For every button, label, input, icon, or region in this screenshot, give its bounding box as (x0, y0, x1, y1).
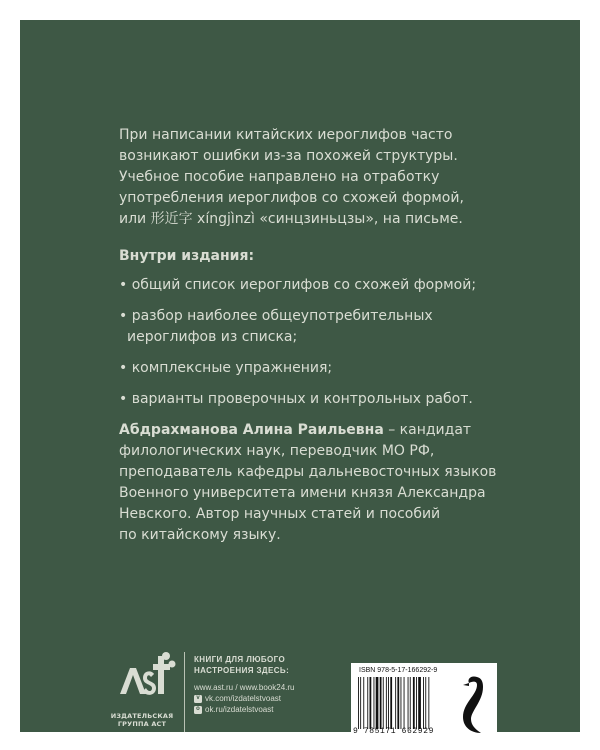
barcode-bar (367, 677, 368, 729)
author-title: – кандидат (383, 422, 472, 438)
intro-line: Учебное пособие направлено на отработку (119, 169, 440, 185)
publisher-heading: КНИГИ ДЛЯ ЛЮБОГО (194, 655, 286, 664)
vk-icon: v (194, 695, 202, 703)
ean-number: 9 785171 662929 (353, 727, 435, 736)
author-line: Невского. Автор научных статей и пособий (119, 506, 441, 522)
list-item-text: • общий список иероглифов со схожей формой; (119, 277, 477, 293)
isbn-text: ISBN 978-5-17-166292-9 (359, 667, 438, 674)
barcode-bar (370, 677, 372, 729)
barcode-bar (360, 677, 361, 729)
intro-line: возникают ошибки из-за похожей структуры. (119, 148, 458, 164)
intro-line: употребления иероглифов со схожей формой, (119, 190, 464, 206)
intro-line: или 形近字 xíngjìnzì «синцзиньцзы», на письме. (119, 211, 463, 227)
logo-caption-line: ГРУППА АСТ (117, 720, 167, 728)
sites-text: www.ast.ru / www.book24.ru (194, 683, 295, 692)
publisher-info (194, 654, 344, 715)
ok-row (194, 704, 344, 715)
barcode-bar (418, 677, 421, 729)
barcode-bar (401, 677, 402, 729)
list-item-text: • разбор наиболее общеупотребительных (119, 308, 433, 324)
author-line: Военного университета имени князя Александра (119, 485, 486, 501)
text-block (119, 125, 499, 546)
barcode-bar (363, 677, 364, 729)
logo-caption (106, 712, 178, 728)
ok-link: ok.ru/izdatelstvoast (205, 705, 274, 714)
list-item (119, 389, 499, 410)
author-line: филологических наук, переводчик МО РФ, (119, 443, 435, 459)
barcode-bar (423, 677, 424, 729)
ast-logo-icon (106, 650, 178, 712)
barcode-bar (380, 677, 382, 729)
book-back-cover (20, 20, 580, 736)
list-item-text: иероглифов из списка; (127, 329, 298, 345)
author-line: преподаватель кафедры дальневосточных языков (119, 464, 497, 480)
barcode-bar (374, 677, 375, 729)
ok-icon: o (194, 706, 202, 714)
barcode-bar (425, 677, 426, 729)
barcode-bar (386, 677, 387, 729)
section-title: Внутри издания: (119, 248, 255, 264)
author-name: Абдрахманова Алина Раильевна (119, 422, 384, 438)
publisher-sites (194, 682, 344, 693)
list-item-text: • комплексные упражнения; (119, 360, 333, 376)
barcode-bar (395, 677, 396, 729)
barcode-bar (416, 677, 417, 729)
swan-logo-icon (457, 673, 491, 737)
barcode-bar (376, 677, 379, 729)
barcode-bar (413, 677, 415, 729)
publisher-heading: НАСТРОЕНИЯ ЗДЕСЬ: (194, 666, 290, 675)
list-item-text: • варианты проверочных и контрольных работ. (119, 391, 473, 407)
logo-caption-line: ИЗДАТЕЛЬСКАЯ (110, 712, 174, 720)
intro-line: При написании китайских иероглифов часто (119, 127, 453, 143)
barcode-bar (388, 677, 389, 729)
barcode-box (351, 663, 497, 741)
barcode-icon (357, 677, 451, 729)
barcode-bar (428, 677, 429, 729)
barcode-bar (404, 677, 405, 729)
barcode-bar (410, 677, 411, 729)
barcode-bar (358, 677, 359, 729)
contents-list (119, 275, 499, 410)
barcode-bar (408, 677, 409, 729)
list-item (119, 275, 499, 296)
vk-link: vk.com/izdatelstvoast (205, 694, 282, 703)
author-bio (119, 420, 499, 546)
barcode-bar (397, 677, 399, 729)
divider (184, 652, 185, 732)
barcode-bar (383, 677, 384, 729)
list-item (119, 358, 499, 379)
publisher-logo (106, 650, 178, 732)
intro-paragraph (119, 125, 499, 230)
list-item (119, 306, 499, 348)
author-line (119, 420, 499, 441)
barcode-bar (390, 677, 392, 729)
vk-row (194, 693, 344, 704)
author-line: по китайскому языку. (119, 527, 281, 543)
